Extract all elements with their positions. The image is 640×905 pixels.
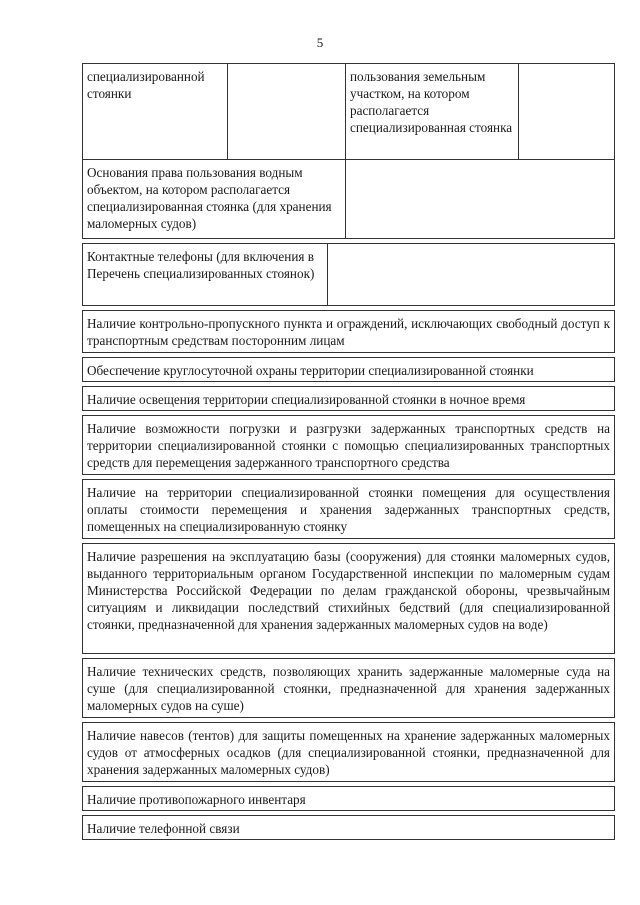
table-row <box>82 310 615 353</box>
row-text: Наличие технических средств, позволяющих хранить задержанные маломерные суда на суше (для специализированной стоянки, предназначенной для хранения задержанных маломерных судов на суше) <box>87 664 610 713</box>
table-row <box>82 479 615 539</box>
row-text: Наличие контрольно-пропускного пункта и ограждений, исключающих свободный доступ к транспортным средствам посторонним лицам <box>87 316 610 348</box>
table-row <box>82 722 615 782</box>
row-text: Наличие возможности погрузки и разгрузки задержанных транспортных средств на территории специализированной стоянки с помощью специализированных транспортных средств для перемещения задержанного транспортного средства <box>87 421 610 470</box>
table-row <box>82 786 615 811</box>
row-text: Наличие противопожарного инвентаря <box>87 792 306 807</box>
table-row <box>82 357 615 382</box>
table-row <box>82 160 615 239</box>
row-text: Наличие разрешения на эксплуатацию базы (сооружения) для стоянки маломерных судов, выданного территориальным органом Государственной инспекции по маломерным судам Министерства Российской Федерации по делам гражданской обороны, чрезвычайным ситуациям и ликвидации последствий стихийных бедствий (для специализированной стоянки, предназначенной для хранения задержанных маломерных судов на воде) <box>87 549 610 632</box>
row-label: Основания права пользования водным объектом, на котором располагается специализированная стоянка (для хранения маломерных судов) <box>87 165 332 231</box>
table-row <box>82 543 615 654</box>
row-text: Наличие на территории специализированной стоянки помещения для осуществления оплаты стоимости перемещения и хранения задержанных транспортных средств, помещенных на специализированную стоянку <box>87 485 610 534</box>
row-text: Наличие телефонной связи <box>87 821 240 836</box>
table-row <box>82 815 615 840</box>
row-text: Наличие навесов (тентов) для защиты помещенных на хранение задержанных маломерных судов от атмосферных осадков (для специализированной стоянки, предназначенной для хранения задержанных маломерных судов) <box>87 728 610 777</box>
row-label: Контактные телефоны (для включения в Перечень специализированных стоянок) <box>87 249 315 281</box>
table-cell: специализированной стоянки <box>87 69 205 101</box>
table-row <box>82 415 615 475</box>
table-cell <box>518 64 616 159</box>
table-cell <box>227 64 345 159</box>
table-cell: пользования земельным участком, на котором располагается специализированная стоянка <box>345 64 518 159</box>
row-text: Наличие освещения территории специализированной стоянки в ночное время <box>87 392 526 407</box>
row-value <box>327 244 616 305</box>
row-value <box>345 160 616 238</box>
table-row <box>82 386 615 411</box>
table-row <box>82 64 615 160</box>
page-number: 5 <box>316 35 324 50</box>
table-row <box>82 243 615 306</box>
row-text: Обеспечение круглосуточной охраны территории специализированной стоянки <box>87 363 534 378</box>
form-table <box>82 63 615 840</box>
table-row <box>82 658 615 718</box>
